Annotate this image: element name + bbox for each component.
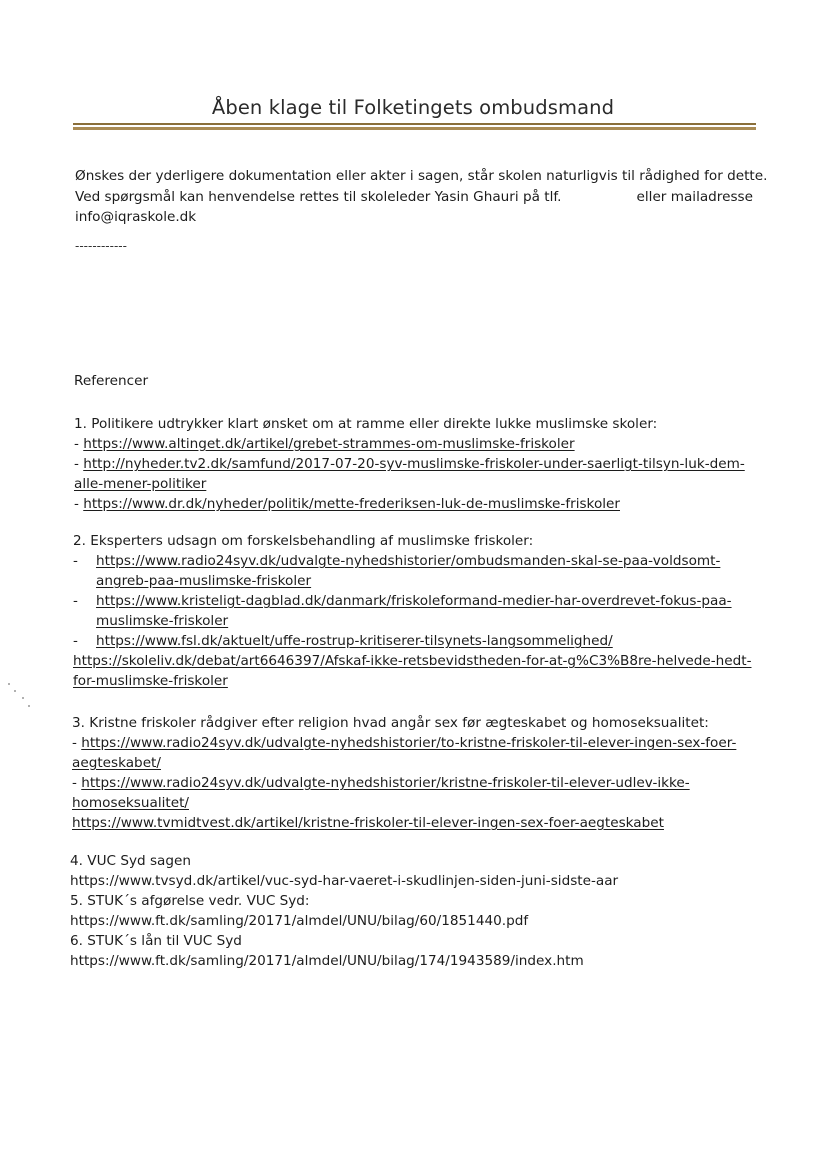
title-rule-thin [73,123,756,125]
reference-url: https://www.ft.dk/samling/20171/almdel/UNU/bilag/60/1851440.pdf [70,913,529,929]
list-item-continued [72,793,736,813]
list-item: - https://www.radio24syv.dk/udvalgte-nyhedshistorier/ombudsmanden-skal-se-paa-voldsomt- [73,553,721,569]
scan-speck [22,697,24,699]
intro-line-1: Ønskes der yderligere dokumentation eller akter i sagen, står skolen naturligvis til rådighed for dette. [75,168,768,184]
list-item [72,813,736,833]
contact-email: info@iqraskole.dk [75,209,197,225]
reference-link[interactable]: https://www.dr.dk/nyheder/politik/mette-frederiksen-luk-de-muslimske-friskoler [83,496,620,512]
section-6-heading: 6. STUK´s lån til VUC Syd [70,933,242,949]
section-3 [72,713,736,833]
reference-link[interactable]: https://www.radio24syv.dk/udvalgte-nyhedshistorier/to-kristne-friskoler-til-elever-ingen-sex-foer- [81,735,737,751]
scan-speck [8,683,10,685]
section-2 [73,531,751,691]
list-item: - http://nyheder.tv2.dk/samfund/2017-07-20-syv-muslimske-friskoler-under-saerligt-tilsyn-luk-dem- [74,456,745,472]
separator-line: ------------ [75,239,127,253]
reference-link[interactable]: https://www.tvmidtvest.dk/artikel/kristne-friskoler-til-elever-ingen-sex-foer-aegteskabet [72,815,664,831]
reference-link[interactable]: aegteskabet/ [72,755,161,771]
list-item-continued [73,571,751,591]
section-4-6 [70,851,618,971]
list-item-continued [73,671,751,691]
intro-paragraph [75,166,767,228]
title-rule-thick [73,127,756,130]
reference-url: https://www.ft.dk/samling/20171/almdel/UNU/bilag/174/1943589/index.htm [70,953,584,969]
section-1-heading: 1. Politikere udtrykker klart ønsket om at ramme eller direkte lukke muslimske skoler: [74,416,658,432]
reference-link[interactable]: homoseksualitet/ [72,795,189,811]
section-4-heading: 4. VUC Syd sagen [70,853,191,869]
list-item: - https://www.radio24syv.dk/udvalgte-nyhedshistorier/to-kristne-friskoler-til-elever-ingen-sex-foer- [72,735,737,751]
reference-link[interactable]: https://www.radio24syv.dk/udvalgte-nyhedshistorier/kristne-friskoler-til-elever-udlev-ikke- [81,775,690,791]
scan-speck [28,705,30,707]
list-item: - https://www.fsl.dk/aktuelt/uffe-rostrup-kritiserer-tilsynets-langsommelighed/ [73,633,613,649]
section-5-heading: 5. STUK´s afgørelse vedr. VUC Syd: [70,893,310,909]
intro-line-2 [75,187,753,208]
reference-link[interactable]: https://www.radio24syv.dk/udvalgte-nyhedshistorier/ombudsmanden-skal-se-paa-voldsomt- [96,553,721,569]
list-item-continued [74,474,745,494]
reference-link[interactable]: muslimske-friskoler [96,613,229,629]
reference-url: https://www.tvsyd.dk/artikel/vuc-syd-har-vaeret-i-skudlinjen-siden-juni-sidste-aar [70,873,619,889]
references-heading: Referencer [74,373,149,389]
reference-link[interactable]: for-muslimske-friskoler [73,673,228,689]
list-item: - https://www.altinget.dk/artikel/grebet-strammes-om-muslimske-friskoler [74,436,575,452]
reference-link[interactable]: https://skoleliv.dk/debat/art6646397/Afskaf-ikke-retsbevidstheden-for-at-g%C3%B8re-helvede-hedt- [73,653,752,669]
list-item [73,651,751,671]
section-1 [74,414,745,514]
list-item: - https://www.kristeligt-dagblad.dk/danmark/friskoleformand-medier-har-overdrevet-fokus-paa- [73,593,732,609]
page-title: Åben klage til Folketingets ombudsmand [211,96,615,119]
section-2-heading: 2. Eksperters udsagn om forskelsbehandling af muslimske friskoler: [73,533,534,549]
reference-link[interactable]: alle-mener-politiker [74,476,207,492]
intro-line-2-end: eller mailadresse [636,188,753,205]
section-3-heading: 3. Kristne friskoler rådgiver efter religion hvad angår sex før ægteskabet og homoseksualitet: [72,715,709,731]
list-item: - https://www.radio24syv.dk/udvalgte-nyhedshistorier/kristne-friskoler-til-elever-udlev-ikke- [72,775,690,791]
reference-link[interactable]: https://www.fsl.dk/aktuelt/uffe-rostrup-kritiserer-tilsynets-langsommelighed/ [96,633,613,649]
reference-link[interactable]: angreb-paa-muslimske-friskoler [96,573,312,589]
reference-link[interactable]: https://www.kristeligt-dagblad.dk/danmark/friskoleformand-medier-har-overdrevet-fokus-paa- [96,593,732,609]
intro-line-2-text: Ved spørgsmål kan henvendelse rettes til skoleleder Yasin Ghauri på tlf. [75,188,562,205]
scan-speck [14,690,16,692]
reference-link[interactable]: https://www.altinget.dk/artikel/grebet-strammes-om-muslimske-friskoler [83,436,575,452]
list-item-continued [72,753,736,773]
list-item-continued [73,611,751,631]
list-item: - https://www.dr.dk/nyheder/politik/mette-frederiksen-luk-de-muslimske-friskoler [74,496,620,512]
reference-link[interactable]: http://nyheder.tv2.dk/samfund/2017-07-20-syv-muslimske-friskoler-under-saerligt-tilsyn-luk-dem- [83,456,745,472]
